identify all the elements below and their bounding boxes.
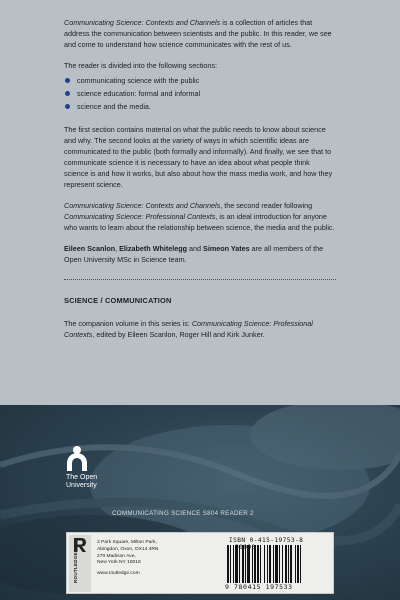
barcode-bar <box>257 545 259 583</box>
barcode-bar <box>285 545 287 583</box>
sections-intro: The reader is divided into the following sections: <box>64 61 218 70</box>
routledge-logo <box>69 535 91 592</box>
barcode-bar <box>275 545 278 583</box>
ou-name-line-2: University <box>66 482 97 489</box>
barcode-bar <box>267 545 268 583</box>
series-label: COMMUNICATING SCIENCE S804 READER 2 <box>112 510 254 517</box>
barcode-bar <box>288 545 289 583</box>
address-line: 270 Madison Ave, <box>97 553 136 559</box>
barcode-bar <box>239 545 240 583</box>
list-item: science and the media. <box>64 101 336 112</box>
barcode-bar <box>290 545 292 583</box>
barcode-bar <box>254 545 256 583</box>
companion-title: Communicating Science: Professional Contexts <box>64 319 313 339</box>
barcode-bar <box>300 545 301 583</box>
sections-list <box>64 75 336 112</box>
address-line: New York NY 10016 <box>97 560 141 566</box>
reader-paragraph <box>64 200 336 233</box>
publisher-panel <box>66 532 334 594</box>
intro-paragraph <box>64 17 336 50</box>
companion-lead: The companion volume in this series is: <box>64 319 192 328</box>
barcode-bar <box>279 545 280 583</box>
barcode-bar <box>247 545 250 583</box>
publisher-address <box>97 540 187 578</box>
reader-title-2: Communicating Science: Professional Contexts <box>64 212 216 221</box>
barcode-bar <box>233 545 234 583</box>
barcode-bar <box>245 545 246 583</box>
barcode-bar <box>295 545 296 583</box>
routledge-wordmark: ROUTLEDGE <box>73 552 78 583</box>
author-sep: , <box>115 244 120 253</box>
authors-paragraph <box>64 243 336 265</box>
barcode-digits: 9 780415 197533 <box>225 583 293 591</box>
intro-text: is a collection of articles that address the communication between scientists and the public. In this reader, we see and come to understand how science communicates with the rest of us. <box>64 18 332 49</box>
address-line: Abingdon, Oxon, OX14 4RN <box>97 546 159 552</box>
address-line: 2 Park Square, Milton Park, <box>97 540 157 545</box>
routledge-r-icon <box>73 537 87 553</box>
sections-paragraph: The first section contains material on what the public needs to know about science and why. The second looks at the variety of ways in which scientific ideas are communicated to the public (both formally and informally). And finally, we see that to communicate science it is necessary to have an idea about what people think science is and how it works, but also about how the mass media work, and how they represent science. <box>64 125 333 189</box>
isbn-number: ISBN 0-415-19753-8 <box>229 537 304 544</box>
dotted-divider <box>64 279 336 280</box>
companion-paragraph <box>64 318 336 340</box>
barcode-bar <box>264 545 265 583</box>
barcode-bar <box>235 545 238 583</box>
intro-title: Communicating Science: Contexts and Channels <box>64 18 221 27</box>
barcode-bar <box>227 545 229 583</box>
reader-title: Communicating Science: Contexts and Channels <box>64 201 221 210</box>
barcode-graphic <box>227 545 331 583</box>
publisher-website: www.routledge.com <box>97 571 140 577</box>
open-university-logo-icon <box>66 445 88 471</box>
companion-text: , edited by Eileen Scanlon, Roger Hill and Kirk Junker. <box>92 330 265 339</box>
barcode-bar <box>297 545 299 583</box>
authors-text: are all members of the Open University MSc in Science team. <box>64 244 324 264</box>
author-name: Simeon Yates <box>203 244 250 253</box>
open-university-logo <box>66 445 106 490</box>
list-item: science education: formal and informal <box>64 88 336 99</box>
barcode-bar <box>230 545 231 583</box>
ou-name-line-1: The Open <box>66 474 98 481</box>
barcode-bar <box>269 545 271 583</box>
barcode-bar <box>242 545 244 583</box>
list-item: communicating science with the public <box>64 75 336 86</box>
barcode-bar <box>273 545 274 583</box>
author-sep: and <box>187 244 204 253</box>
cover-photo-band <box>0 405 400 600</box>
barcode-bar <box>282 545 283 583</box>
author-name: Eileen Scanlon <box>64 244 116 253</box>
reader-text-2: , is an ideal introduction for anyone who wants to learn about the relationship between science, the media and the public. <box>64 212 335 232</box>
author-name: Elizabeth Whitelegg <box>119 244 188 253</box>
category-label: SCIENCE / COMMUNICATION <box>64 296 172 305</box>
barcode-bar <box>252 545 253 583</box>
barcode-bar <box>260 545 261 583</box>
reader-text: , the second reader following <box>220 201 313 210</box>
